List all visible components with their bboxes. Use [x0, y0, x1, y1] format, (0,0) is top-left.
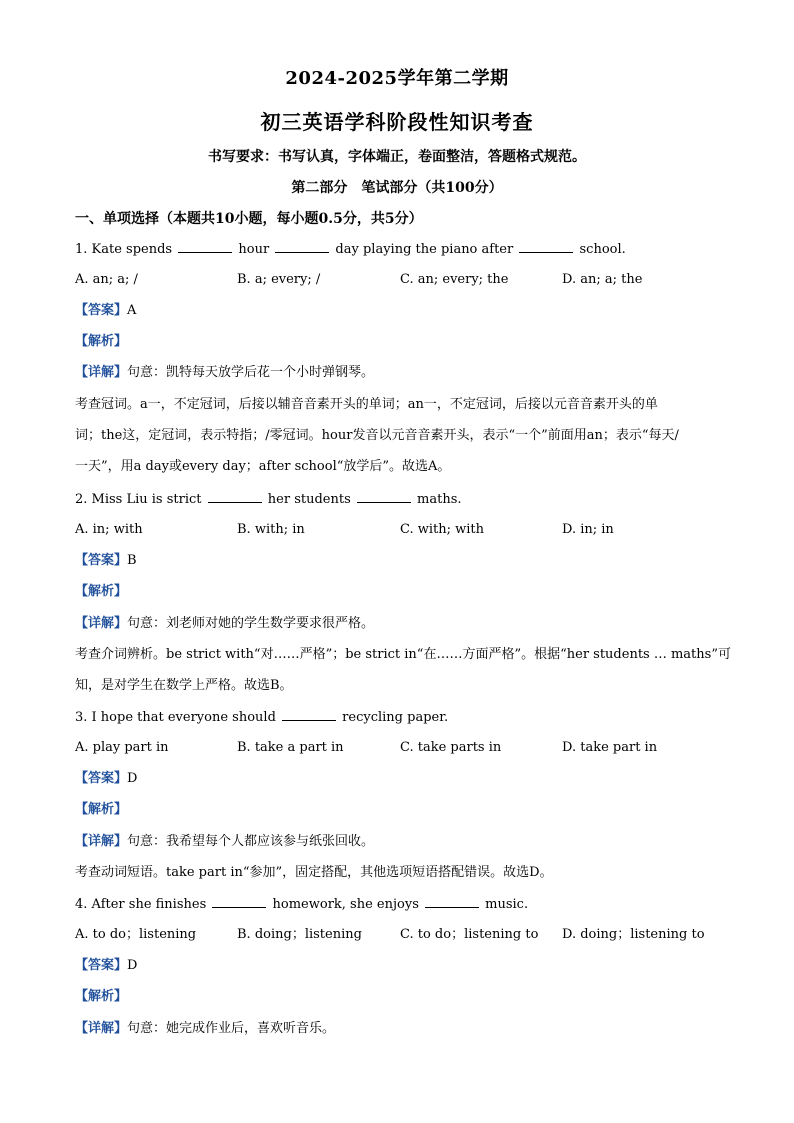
- answer-blank: [275, 240, 329, 253]
- question-2-answer: 【答案】B: [75, 553, 137, 568]
- question-3-option-b: B. take a part in: [237, 740, 344, 755]
- question-1-explanation-line: 一天”，用a day或every day；after school“放学后”。故选A。: [75, 459, 451, 474]
- question-4-option-c: C. to do；listening to: [400, 927, 539, 942]
- question-4-answer: 【答案】D: [75, 958, 138, 973]
- question-1-explanation-line: 词；the这，定冠词，表示特指；/零冠词。hour发音以元音音素开头，表示“一个”前面用an；表示“每天/: [75, 428, 679, 443]
- answer-blank: [357, 490, 411, 503]
- question-4-option-a: A. to do；listening: [75, 927, 197, 942]
- answer-blank: [282, 708, 336, 721]
- question-3-explanation-line: 考查动词短语。take part in“参加”，固定搭配，其他选项短语搭配错误。故选D。: [75, 865, 553, 880]
- exam-title-year: 2024-2025学年第二学期: [285, 68, 509, 89]
- answer-blank: [178, 240, 232, 253]
- part-heading: 第二部分 笔试部分（共100分）: [291, 180, 503, 196]
- question-2-explanation-line: 知，是对学生在数学上严格。故选B。: [75, 678, 293, 693]
- question-4-option-b: B. doing；listening: [237, 927, 362, 942]
- question-3-analysis-label: 【解析】: [75, 802, 128, 817]
- answer-blank: [212, 895, 266, 908]
- question-3-stem: 3. I hope that everyone should recycling paper.: [75, 710, 449, 725]
- section-heading: 一、单项选择（本题共10小题，每小题0.5分，共5分）: [75, 211, 423, 227]
- question-4-detail: 【详解】句意：她完成作业后，喜欢听音乐。: [75, 1021, 336, 1036]
- question-2-option-b: B. with; in: [237, 522, 305, 537]
- question-1-answer: 【答案】A: [75, 303, 137, 318]
- question-1-analysis-label: 【解析】: [75, 334, 128, 349]
- exam-title: 初三英语学科阶段性知识考查: [260, 110, 534, 134]
- question-3-option-a: A. play part in: [75, 740, 169, 755]
- question-2-option-c: C. with; with: [400, 522, 485, 537]
- question-2-stem: 2. Miss Liu is strict her students maths.: [75, 492, 462, 507]
- question-1-explanation-line: 考查冠词。a一，不定冠词，后接以辅音音素开头的单词；an一，不定冠词，后接以元音音素开头的单: [75, 397, 658, 412]
- question-3-answer: 【答案】D: [75, 771, 138, 786]
- question-1-detail: 【详解】句意：凯特每天放学后花一个小时弹钢琴。: [75, 365, 375, 380]
- answer-blank: [425, 895, 479, 908]
- writing-requirement: 书写要求：书写认真，字体端正，卷面整洁，答题格式规范。: [208, 149, 586, 165]
- question-4-analysis-label: 【解析】: [75, 989, 128, 1004]
- question-1-stem: 1. Kate spends hour day playing the piano after school.: [75, 242, 626, 257]
- question-4-stem: 4. After she finishes homework, she enjoys music.: [75, 897, 529, 912]
- question-3-option-d: D. take part in: [562, 740, 658, 755]
- question-2-option-a: A. in; with: [75, 522, 143, 537]
- question-1-option-b: B. a; every; /: [237, 272, 321, 287]
- question-2-option-d: D. in; in: [562, 522, 614, 537]
- answer-blank: [208, 490, 262, 503]
- question-4-option-d: D. doing；listening to: [562, 927, 705, 942]
- question-2-detail: 【详解】句意：刘老师对她的学生数学要求很严格。: [75, 616, 375, 631]
- question-2-analysis-label: 【解析】: [75, 584, 128, 599]
- question-3-detail: 【详解】句意：我希望每个人都应该参与纸张回收。: [75, 834, 375, 849]
- question-1-option-a: A. an; a; /: [75, 272, 138, 287]
- question-3-option-c: C. take parts in: [400, 740, 502, 755]
- question-1-option-c: C. an; every; the: [400, 272, 509, 287]
- question-1-option-d: D. an; a; the: [562, 272, 643, 287]
- answer-blank: [519, 240, 573, 253]
- question-2-explanation-line: 考查介词辨析。be strict with“对……严格”；be strict in“在……方面严格”。根据“her students … maths”可: [75, 647, 731, 662]
